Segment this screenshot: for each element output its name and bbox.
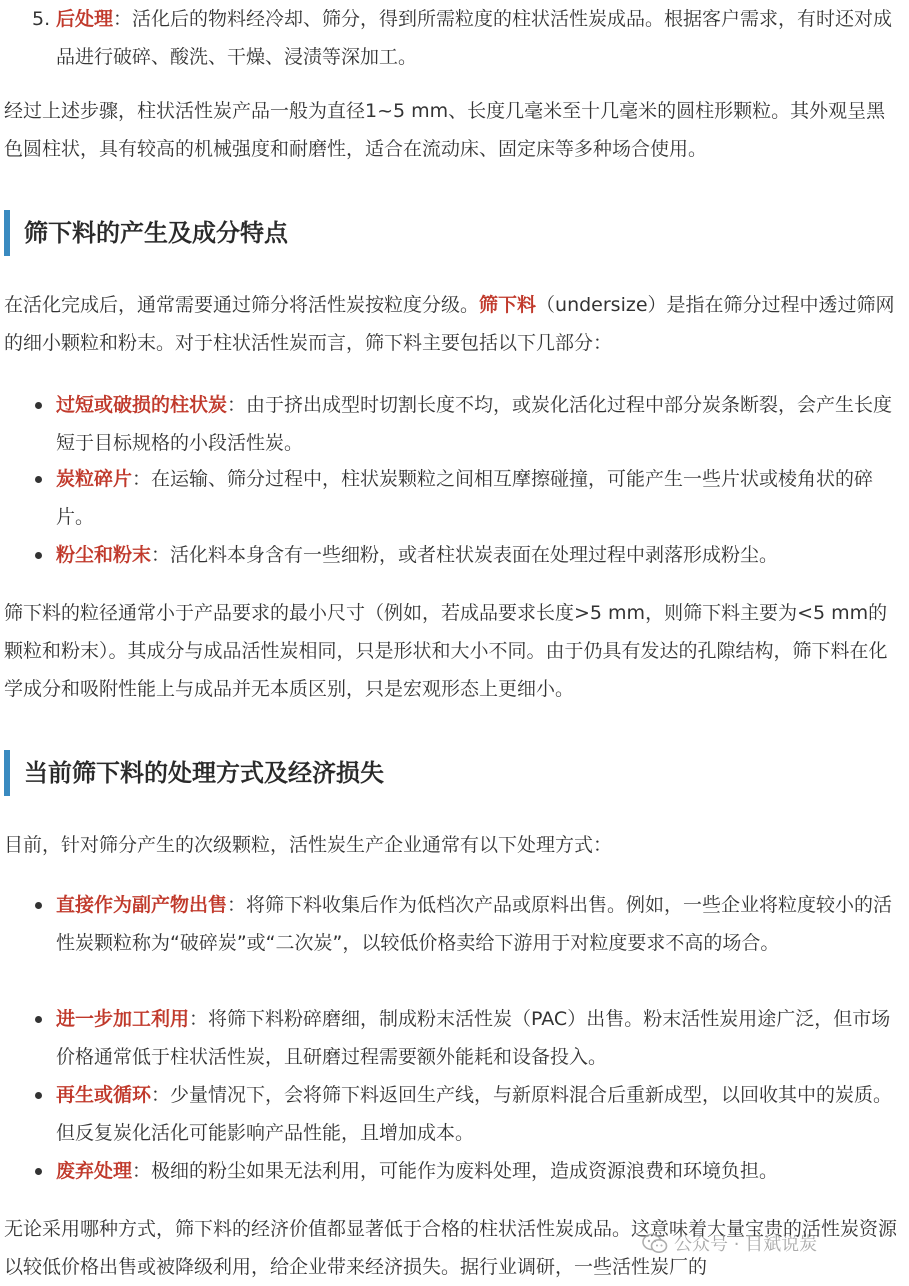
heading-text: 筛下料的产生及成分特点: [24, 219, 288, 247]
bullet-body: ：极细的粉尘如果无法利用，可能作为废料处理，造成资源浪费和环境负担。: [132, 1160, 779, 1182]
term-highlight: 废弃处理: [56, 1160, 133, 1182]
bullet-text: [56, 386, 896, 462]
intro-text: （undersize）是指在筛分过程中透过筛网的细小颗粒和粉末。对于柱状活性炭而言，筛下料主要包括以下几部分：: [4, 294, 895, 354]
bullet-text: [56, 460, 896, 536]
list-item-body: ：活化后的物料经冷却、筛分，得到所需粒度的柱状活性炭成品。根据客户需求，有时还对成品进行破碎、酸洗、干燥、浸渍等深加工。: [56, 8, 893, 68]
bullet-dot: [35, 476, 42, 483]
bullet-body: ：活化料本身含有一些细粉，或者柱状炭表面在处理过程中剥落形成粉尘。: [151, 544, 779, 566]
bullet-text: [56, 1076, 896, 1152]
watermark-text: 公众号 · 目斌说炭: [674, 1234, 818, 1255]
paragraph-undersize-intro: [4, 286, 900, 362]
bullet-body: ：将筛下料粉碎磨细，制成粉末活性炭（PAC）出售。粉末活性炭用途广泛，但市场价格通常低于柱状活性炭，且研磨过程需要额外能耗和设备投入。: [56, 1008, 891, 1068]
heading-text: 当前筛下料的处理方式及经济损失: [24, 759, 384, 787]
term-highlight: 直接作为副产物出售: [56, 894, 228, 916]
bullet-body: ：少量情况下，会将筛下料返回生产线，与新原料混合后重新成型，以回收其中的炭质。但反复炭化活化可能影响产品性能，且增加成本。: [56, 1084, 893, 1144]
bullet-dot: [35, 902, 42, 909]
bullet-dot: [35, 1092, 42, 1099]
term-highlight: 筛下料: [479, 294, 537, 316]
term-highlight: 过短或破损的柱状炭: [56, 394, 228, 416]
paragraph-summary: 经过上述步骤，柱状活性炭产品一般为直径1~5 mm、长度几毫米至十几毫米的圆柱形颗粒。其外观呈黑色圆柱状，具有较高的机械强度和耐磨性，适合在流动床、固定床等多种场合使用。: [4, 100, 886, 160]
term-highlight: 再生或循环: [56, 1084, 152, 1106]
term-highlight: 粉尘和粉末: [56, 544, 152, 566]
section-heading-undersize: [4, 210, 890, 256]
paragraph-treatment-intro: 目前，针对筛分产生的次级颗粒，活性炭生产企业通常有以下处理方式：: [4, 834, 613, 856]
paragraph-treatment-closing: 无论采用哪种方式，筛下料的经济价值都显著低于合格的柱状活性炭成品。这意味着大量宝贵的活性炭资源以较低价格出售或被降级利用，给企业带来经济损失。据行业调研，一些活性炭厂的: [4, 1218, 898, 1278]
wechat-icon: [642, 1233, 668, 1255]
bullet-dot: [35, 552, 42, 559]
bullet-body: ：将筛下料收集后作为低档次产品或原料出售。例如，一些企业将粒度较小的活性炭颗粒称为“破碎炭”或“二次炭”，以较低价格卖给下游用于对粒度要求不高的场合。: [56, 894, 893, 954]
bullet-body: ：在运输、筛分过程中，柱状炭颗粒之间相互摩擦碰撞，可能产生一些片状或棱角状的碎片。: [56, 468, 874, 528]
bullet-dot: [35, 1168, 42, 1175]
bullet-text: [56, 536, 896, 574]
paragraph-undersize-closing: 筛下料的粒径通常小于产品要求的最小尺寸（例如，若成品要求长度>5 mm，则筛下料主要为<5 mm的颗粒和粉末）。其成分与成品活性炭相同，只是形状和大小不同。由于仍具有发达的孔隙结构，筛下料在化学成分和吸附性能上与成品并无本质区别，只是宏观形态上更细小。: [4, 602, 888, 700]
bullet-text: [56, 1152, 896, 1190]
bullet-text: [56, 1000, 896, 1076]
bullet-dot: [35, 402, 42, 409]
bullet-text: [56, 886, 896, 962]
bullet-body: ：由于挤出成型时切割长度不均，或炭化活化过程中部分炭条断裂，会产生长度短于目标规格的小段活性炭。: [56, 394, 893, 454]
list-number: 5.: [32, 8, 51, 30]
intro-text: 在活化完成后，通常需要通过筛分将活性炭按粒度分级。: [4, 294, 480, 316]
term-highlight: 进一步加工利用: [56, 1008, 190, 1030]
term-highlight: 炭粒碎片: [56, 468, 133, 490]
watermark: [642, 1230, 902, 1260]
term-highlight: 后处理: [56, 8, 114, 30]
bullet-dot: [35, 1016, 42, 1023]
section-heading-treatment: [4, 750, 890, 796]
list-item-text: [56, 0, 896, 76]
